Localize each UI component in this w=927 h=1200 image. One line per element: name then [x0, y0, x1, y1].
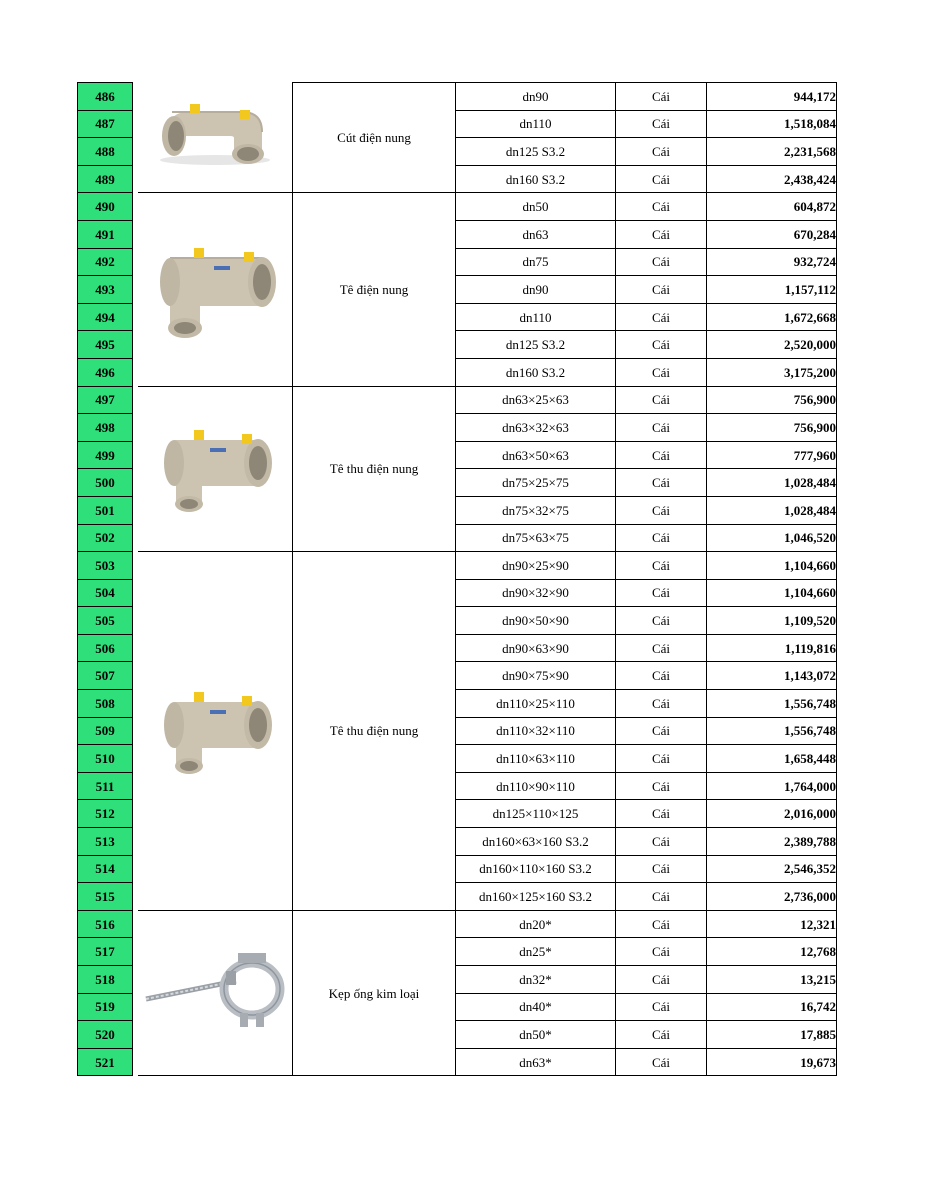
product-spec: dn75×63×75	[456, 524, 616, 552]
row-number: 505	[78, 607, 133, 635]
product-spec: dn20*	[456, 910, 616, 938]
column-gap	[133, 883, 138, 911]
unit-price: 1,028,484	[707, 496, 837, 524]
row-number: 513	[78, 828, 133, 856]
row-number: 518	[78, 966, 133, 994]
column-gap	[133, 662, 138, 690]
row-number: 492	[78, 248, 133, 276]
product-spec: dn160×63×160 S3.2	[456, 828, 616, 856]
unit-price: 16,742	[707, 993, 837, 1021]
unit-price: 1,143,072	[707, 662, 837, 690]
row-number: 494	[78, 303, 133, 331]
unit-price: 1,028,484	[707, 469, 837, 497]
unit-price: 932,724	[707, 248, 837, 276]
product-spec: dn90	[456, 83, 616, 111]
unit-label: Cái	[616, 331, 707, 359]
row-number: 514	[78, 855, 133, 883]
unit-price: 1,104,660	[707, 552, 837, 580]
table-row	[78, 910, 837, 938]
unit-label: Cái	[616, 220, 707, 248]
row-number: 498	[78, 414, 133, 442]
row-number: 511	[78, 772, 133, 800]
unit-label: Cái	[616, 358, 707, 386]
unit-label: Cái	[616, 110, 707, 138]
unit-price: 1,119,816	[707, 634, 837, 662]
unit-label: Cái	[616, 248, 707, 276]
unit-label: Cái	[616, 800, 707, 828]
product-spec: dn110	[456, 303, 616, 331]
row-number: 507	[78, 662, 133, 690]
unit-label: Cái	[616, 303, 707, 331]
unit-label: Cái	[616, 386, 707, 414]
product-spec: dn90×50×90	[456, 607, 616, 635]
row-number: 512	[78, 800, 133, 828]
reducing-tee-photo	[138, 682, 293, 780]
column-gap	[133, 331, 138, 359]
unit-label: Cái	[616, 579, 707, 607]
column-gap	[133, 358, 138, 386]
unit-label: Cái	[616, 607, 707, 635]
unit-price: 1,046,520	[707, 524, 837, 552]
unit-label: Cái	[616, 717, 707, 745]
unit-price: 1,658,448	[707, 745, 837, 773]
product-spec: dn50*	[456, 1021, 616, 1049]
unit-price: 2,016,000	[707, 800, 837, 828]
unit-price: 1,109,520	[707, 607, 837, 635]
row-number: 519	[78, 993, 133, 1021]
unit-label: Cái	[616, 441, 707, 469]
tee-fitting-photo	[138, 236, 293, 342]
product-spec: dn125×110×125	[456, 800, 616, 828]
unit-label: Cái	[616, 1048, 707, 1076]
column-gap	[133, 828, 138, 856]
unit-price: 3,175,200	[707, 358, 837, 386]
unit-label: Cái	[616, 1021, 707, 1049]
column-gap	[133, 855, 138, 883]
unit-label: Cái	[616, 772, 707, 800]
column-gap	[133, 800, 138, 828]
row-number: 496	[78, 358, 133, 386]
column-gap	[133, 690, 138, 718]
product-spec: dn110×63×110	[456, 745, 616, 773]
row-number: 520	[78, 1021, 133, 1049]
product-spec: dn50	[456, 193, 616, 221]
product-spec: dn63	[456, 220, 616, 248]
product-name: Tê điện nung	[293, 193, 456, 386]
unit-price: 777,960	[707, 441, 837, 469]
unit-label: Cái	[616, 193, 707, 221]
unit-price: 1,157,112	[707, 276, 837, 304]
unit-label: Cái	[616, 414, 707, 442]
product-name: Kẹp ống kim loại	[293, 910, 456, 1076]
product-spec: dn110×25×110	[456, 690, 616, 718]
product-spec: dn110×32×110	[456, 717, 616, 745]
row-number: 500	[78, 469, 133, 497]
row-number: 493	[78, 276, 133, 304]
product-spec: dn90×63×90	[456, 634, 616, 662]
column-gap	[133, 1021, 138, 1049]
row-number: 497	[78, 386, 133, 414]
column-gap	[133, 469, 138, 497]
unit-label: Cái	[616, 883, 707, 911]
row-number: 490	[78, 193, 133, 221]
unit-price: 1,764,000	[707, 772, 837, 800]
unit-label: Cái	[616, 966, 707, 994]
unit-price: 756,900	[707, 386, 837, 414]
column-gap	[133, 717, 138, 745]
row-number: 504	[78, 579, 133, 607]
column-gap	[133, 993, 138, 1021]
unit-label: Cái	[616, 469, 707, 497]
column-gap	[133, 1048, 138, 1076]
column-gap	[133, 220, 138, 248]
unit-label: Cái	[616, 552, 707, 580]
row-number: 502	[78, 524, 133, 552]
row-number: 487	[78, 110, 133, 138]
unit-label: Cái	[616, 662, 707, 690]
product-spec: dn160 S3.2	[456, 358, 616, 386]
row-number: 508	[78, 690, 133, 718]
unit-price: 2,546,352	[707, 855, 837, 883]
unit-price: 1,672,668	[707, 303, 837, 331]
product-spec: dn90×32×90	[456, 579, 616, 607]
product-spec: dn160×125×160 S3.2	[456, 883, 616, 911]
column-gap	[133, 138, 138, 166]
row-number: 521	[78, 1048, 133, 1076]
reducing-tee-photo	[138, 420, 293, 518]
unit-price: 17,885	[707, 1021, 837, 1049]
table-row	[78, 552, 837, 580]
price-list-table	[77, 82, 837, 1076]
column-gap	[133, 524, 138, 552]
unit-label: Cái	[616, 165, 707, 193]
row-number: 515	[78, 883, 133, 911]
row-number: 509	[78, 717, 133, 745]
unit-label: Cái	[616, 524, 707, 552]
unit-label: Cái	[616, 828, 707, 856]
unit-price: 13,215	[707, 966, 837, 994]
unit-label: Cái	[616, 276, 707, 304]
unit-price: 756,900	[707, 414, 837, 442]
product-spec: dn90×25×90	[456, 552, 616, 580]
unit-price: 2,520,000	[707, 331, 837, 359]
table-row	[78, 193, 837, 221]
product-image-cell	[138, 386, 293, 552]
product-spec: dn90×75×90	[456, 662, 616, 690]
column-gap	[133, 607, 138, 635]
product-spec: dn160 S3.2	[456, 165, 616, 193]
product-image-cell	[138, 83, 293, 193]
unit-label: Cái	[616, 83, 707, 111]
row-number: 517	[78, 938, 133, 966]
product-spec: dn160×110×160 S3.2	[456, 855, 616, 883]
unit-price: 2,438,424	[707, 165, 837, 193]
product-spec: dn90	[456, 276, 616, 304]
unit-price: 12,768	[707, 938, 837, 966]
row-number: 499	[78, 441, 133, 469]
unit-price: 19,673	[707, 1048, 837, 1076]
row-number: 516	[78, 910, 133, 938]
product-name: Tê thu điện nung	[293, 386, 456, 552]
unit-label: Cái	[616, 855, 707, 883]
product-spec: dn75×32×75	[456, 496, 616, 524]
column-gap	[133, 966, 138, 994]
unit-label: Cái	[616, 690, 707, 718]
product-name: Cút điện nung	[293, 83, 456, 193]
column-gap	[133, 165, 138, 193]
unit-label: Cái	[616, 634, 707, 662]
product-spec: dn40*	[456, 993, 616, 1021]
product-spec: dn110×90×110	[456, 772, 616, 800]
product-spec: dn63*	[456, 1048, 616, 1076]
product-spec: dn63×32×63	[456, 414, 616, 442]
row-number: 503	[78, 552, 133, 580]
product-spec: dn110	[456, 110, 616, 138]
unit-label: Cái	[616, 138, 707, 166]
unit-label: Cái	[616, 938, 707, 966]
unit-price: 2,389,788	[707, 828, 837, 856]
row-number: 486	[78, 83, 133, 111]
unit-price: 604,872	[707, 193, 837, 221]
unit-price: 1,104,660	[707, 579, 837, 607]
column-gap	[133, 496, 138, 524]
column-gap	[133, 248, 138, 276]
unit-label: Cái	[616, 993, 707, 1021]
row-number: 510	[78, 745, 133, 773]
unit-price: 2,736,000	[707, 883, 837, 911]
row-number: 491	[78, 220, 133, 248]
row-number: 506	[78, 634, 133, 662]
column-gap	[133, 110, 138, 138]
product-image-cell	[138, 552, 293, 911]
product-spec: dn75	[456, 248, 616, 276]
row-number: 495	[78, 331, 133, 359]
column-gap	[133, 414, 138, 442]
unit-price: 1,518,084	[707, 110, 837, 138]
unit-price: 944,172	[707, 83, 837, 111]
table-row	[78, 386, 837, 414]
unit-price: 1,556,748	[707, 717, 837, 745]
product-spec: dn125 S3.2	[456, 138, 616, 166]
column-gap	[133, 938, 138, 966]
row-number: 489	[78, 165, 133, 193]
elbow-fitting-photo	[138, 104, 293, 170]
unit-label: Cái	[616, 745, 707, 773]
unit-price: 2,231,568	[707, 138, 837, 166]
unit-label: Cái	[616, 496, 707, 524]
product-spec: dn25*	[456, 938, 616, 966]
product-image-cell	[138, 910, 293, 1076]
unit-label: Cái	[616, 910, 707, 938]
column-gap	[133, 303, 138, 331]
product-spec: dn125 S3.2	[456, 331, 616, 359]
row-number: 488	[78, 138, 133, 166]
product-spec: dn75×25×75	[456, 469, 616, 497]
column-gap	[133, 441, 138, 469]
unit-price: 12,321	[707, 910, 837, 938]
product-name: Tê thu điện nung	[293, 552, 456, 911]
column-gap	[133, 772, 138, 800]
product-image-cell	[138, 193, 293, 386]
column-gap	[133, 276, 138, 304]
metal-pipe-clamp-photo	[138, 947, 293, 1039]
product-spec: dn63×50×63	[456, 441, 616, 469]
table-row	[78, 83, 837, 111]
column-gap	[133, 745, 138, 773]
product-spec: dn63×25×63	[456, 386, 616, 414]
product-spec: dn32*	[456, 966, 616, 994]
unit-price: 670,284	[707, 220, 837, 248]
column-gap	[133, 579, 138, 607]
column-gap	[133, 634, 138, 662]
unit-price: 1,556,748	[707, 690, 837, 718]
row-number: 501	[78, 496, 133, 524]
